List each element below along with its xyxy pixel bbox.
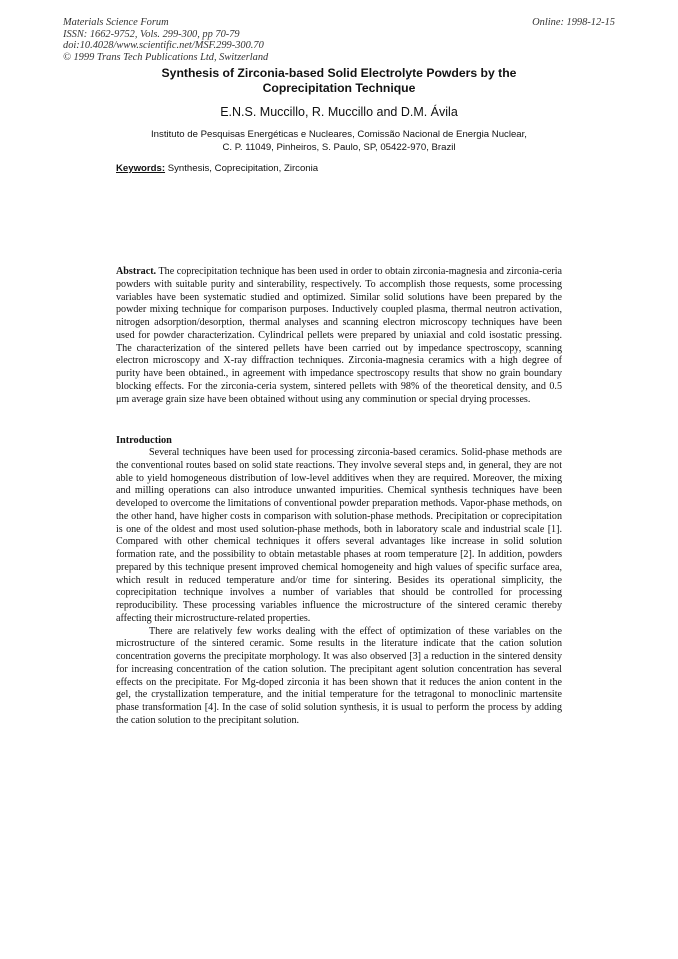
intro-paragraph-2: There are relatively few works dealing with the effect of optimization of these variables on the microstructure of the sintered ceramic. Some results in the literature indicate that the cation solution concentration governs the precipitate morphology. It was also observed [3] a reduction in the sintered density for increasing concentration of the cation solution. The precipitant agent solution concentration has several effects on the precipitate. For Mg-doped zirconia it has been shown that it reduces the anion content in the gel, the crystallization temperature, and the initial temperature for the tetragonal to monoclinic martensite phase transformation [4]. In the case of solid solution synthesis, it is usual to perform the process by adding the cation solution to the precipitant solution. bbox=[116, 625, 562, 726]
abstract-text: The coprecipitation technique has been used in order to obtain zirconia-magnesia and zirconia-ceria powders with suitable purity and sinterability, respectively. To accomplish those requests, some processing variables have been systematic studied and optimized. Similar solid solutions have been prepared by the powder mixing technique for comparison purposes. Inductively coupled plasma, thermal neutron activation, nitrogen adsorption/desorption, thermal analyses and scanning electron microscopy techniques have been used for powder characterization. Cylindrical pellets were prepared by uniaxial and cold isostatic pressing. The characterization of the sintered pellets have been carried out by impedance spectroscopy, scanning electron microscopy and X-ray diffraction techniques. Zirconia-magnesia ceramics with a high degree of purity have been obtained., in agreement with impedance spectroscopy results that show no grain boundary blocking effects. For the zirconia-ceria system, sintered pellets with 98% of the theoretical density, and 0.5 μm average grain size have been obtained without using any comminution or special drying processes. bbox=[116, 266, 563, 405]
keywords-list: Synthesis, Coprecipitation, Zirconia bbox=[167, 163, 319, 174]
journal-name: Materials Science Forum bbox=[63, 17, 169, 28]
section-heading-introduction: Introduction bbox=[116, 435, 172, 446]
online-date: Online: 1998-12-15 bbox=[532, 17, 615, 28]
authors: E.N.S. Muccillo, R. Muccillo and D.M. Ávila bbox=[220, 105, 458, 119]
paper-title: Synthesis of Zirconia-based Solid Electrolyte Powders by the Coprecipitation Technique bbox=[161, 66, 517, 95]
issn: ISSN: 1662-9752, Vols. 299-300, pp 70-79 bbox=[63, 28, 240, 40]
journal-header bbox=[63, 17, 268, 63]
keywords bbox=[116, 163, 318, 174]
doi: doi:10.4028/www.scientific.net/MSF.299-300.70 bbox=[63, 40, 264, 52]
intro-paragraph-1: Several techniques have been used for processing zirconia-based ceramics. Solid-phase methods are the conventional routes based on solid state reactions. They involve several steps and, in general, they are not able to yield homogeneous distribution of low-level additives when they are required. Moreover, the mixing and milling operations can also introduce unwanted impurities. Chemical synthesis techniques have been developed to overcome the limitations of conventional powder preparation methods. Vapor-phase methods, on the other hand, have higher costs in comparison with solution-phase methods. Precipitation or coprecipitation is one of the oldest and most used solution-phase methods, both in laboratory scale and industrial scale [1]. Compared with other chemical techniques it offers several advantages like increase in solid solution formation rate, and the possibility to obtain metastable phases at room temperature [2]. In addition, powders prepared by this technique present improved chemical homogeneity and high values of specific surface area, which result in reduced temperature and/or time for sintering. Besides its operational simplicity, the coprecipitation technique involves a number of variables that should be controlled for processing reproducibility. These processing variables influence the microstructure of the sintered ceramic thereby affecting their microstructure-related properties. bbox=[116, 447, 562, 624]
introduction bbox=[116, 447, 562, 728]
abstract-label: Abstract. bbox=[116, 266, 157, 277]
abstract bbox=[116, 266, 562, 406]
affiliation: Instituto de Pesquisas Energéticas e Nucleares, Comissão Nacional de Energia Nuclear, C. P. 11049, Pinheiros, S. Paulo, SP, 05422-970, Brazil bbox=[151, 129, 527, 153]
keywords-label: Keywords: bbox=[116, 163, 166, 174]
copyright: © 1999 Trans Tech Publications Ltd, Switzerland bbox=[63, 51, 269, 63]
